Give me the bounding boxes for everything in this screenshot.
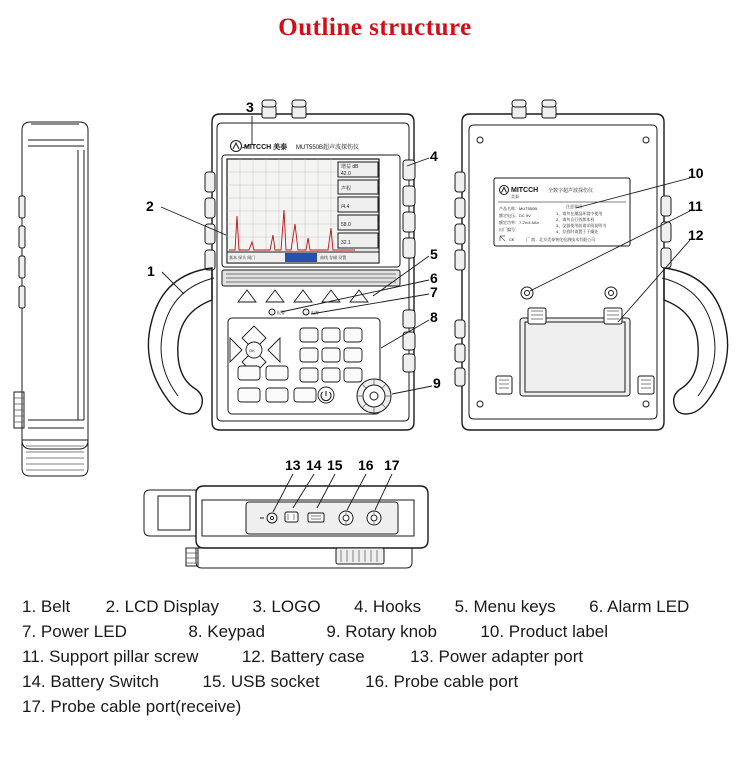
legend-item-5: 5. Menu keys	[454, 597, 556, 616]
svg-text:曲线 存储 设置: 曲线 存储 设置	[320, 255, 347, 260]
callout-1: 1	[147, 263, 155, 279]
svg-text:出厂编号：: 出厂编号：	[499, 227, 519, 232]
callout-4: 4	[430, 148, 438, 164]
callout-3: 3	[246, 99, 254, 115]
legend-item-9: 9. Rotary knob	[326, 622, 437, 641]
callout-7: 7	[430, 284, 438, 300]
legend-item-6: 6. Alarm LED	[589, 597, 690, 616]
callout-10: 10	[688, 165, 704, 181]
svg-text:C€: C€	[509, 237, 515, 242]
svg-text:58.0: 58.0	[341, 222, 351, 228]
callout-16: 16	[358, 457, 374, 473]
svg-text:额定电压：DC 9V: 额定电压：DC 9V	[499, 213, 531, 218]
callout-5: 5	[430, 246, 438, 262]
legend-row-2	[0, 619, 750, 644]
legend-item-11: 11. Support pillar screw	[22, 647, 199, 666]
legend-item-12: 12. Battery case	[241, 647, 365, 666]
device-bottom-view	[144, 486, 428, 568]
legend-row-1	[0, 594, 750, 619]
device-side-view	[14, 122, 88, 476]
legend-item-8: 8. Keypad	[188, 622, 265, 641]
svg-text:/4.4: /4.4	[341, 204, 350, 210]
screen-readouts	[338, 162, 378, 248]
legend-item-15: 15. USB socket	[202, 672, 320, 691]
svg-text:42.0: 42.0	[341, 171, 351, 177]
callout-14: 14	[306, 457, 322, 473]
legend-item-1: 1. Belt	[22, 597, 71, 616]
front-left-side-keys	[205, 172, 215, 270]
svg-text:厂 商：北京美泰物化检测技术有限公司: 厂 商：北京美泰物化检测技术有限公司	[526, 237, 596, 242]
svg-text:2、请勿自行拆卸本机: 2、请勿自行拆卸本机	[556, 217, 595, 222]
front-rotary-knob	[357, 379, 391, 413]
legend-item-2: 2. LCD Display	[105, 597, 220, 616]
svg-text:MITCCH: MITCCH	[511, 187, 539, 194]
front-model-text: MUT550B超声波探伤仪	[296, 145, 360, 151]
svg-text:报警: 报警	[277, 310, 285, 315]
front-menu-keys	[238, 290, 368, 302]
svg-text:额定功率：7.2V/4.5Ah: 额定功率：7.2V/4.5Ah	[499, 220, 539, 225]
legend-item-10: 10. Product label	[480, 622, 609, 641]
svg-text:32.1: 32.1	[341, 240, 351, 246]
callout-11: 11	[688, 198, 703, 214]
svg-text:3、仪器使用前请详阅说明书: 3、仪器使用前请详阅说明书	[556, 223, 607, 228]
rear-product-label	[494, 178, 630, 246]
page-title: Outline structure	[278, 14, 472, 41]
callout-6: 6	[430, 270, 438, 286]
legend-row-3	[0, 644, 750, 669]
svg-text:4、存放时请置于干燥处: 4、存放时请置于干燥处	[556, 229, 599, 234]
legend-item-14: 14. Battery Switch	[22, 672, 160, 691]
device-rear-view	[455, 100, 728, 430]
svg-text:产品名称：MUT550B: 产品名称：MUT550B	[499, 206, 538, 211]
callout-12: 12	[688, 227, 704, 243]
svg-text:OK: OK	[249, 348, 255, 353]
legend-item-13: 13. Power adapter port	[410, 647, 584, 666]
legend-item-7: 7. Power LED	[22, 622, 127, 641]
legend-item-17: 17. Probe cable port(receive)	[22, 697, 242, 716]
svg-text:增益 dB: 增益 dB	[341, 164, 359, 170]
callout-8: 8	[430, 309, 438, 325]
callout-17: 17	[384, 457, 400, 473]
svg-text:美泰: 美泰	[511, 194, 519, 199]
callout-2: 2	[146, 198, 154, 214]
legend-item-16: 16. Probe cable port	[365, 672, 519, 691]
svg-text:基本 探头 闸门: 基本 探头 闸门	[229, 255, 256, 260]
svg-text:1、请勿在潮湿环境中使用: 1、请勿在潮湿环境中使用	[556, 211, 603, 216]
legend-item-4: 4. Hooks	[354, 597, 422, 616]
legend-item-3: 3. LOGO	[252, 597, 321, 616]
legend-row-5	[0, 694, 750, 719]
rear-battery-case	[520, 308, 630, 396]
svg-text:注意事项: 注意事项	[566, 204, 582, 209]
svg-text:声程: 声程	[341, 186, 352, 192]
callout-13: 13	[285, 457, 301, 473]
svg-text:电源: 电源	[311, 310, 319, 315]
callout-15: 15	[327, 457, 343, 473]
callout-9: 9	[433, 375, 441, 391]
front-key-grid	[300, 328, 362, 382]
legend-row-4	[0, 669, 750, 694]
device-front-view	[148, 100, 415, 430]
legend	[0, 594, 750, 719]
front-brand-text: MITCCH 美泰	[244, 144, 288, 151]
svg-text:全数字超声波探伤仪: 全数字超声波探伤仪	[548, 188, 594, 194]
